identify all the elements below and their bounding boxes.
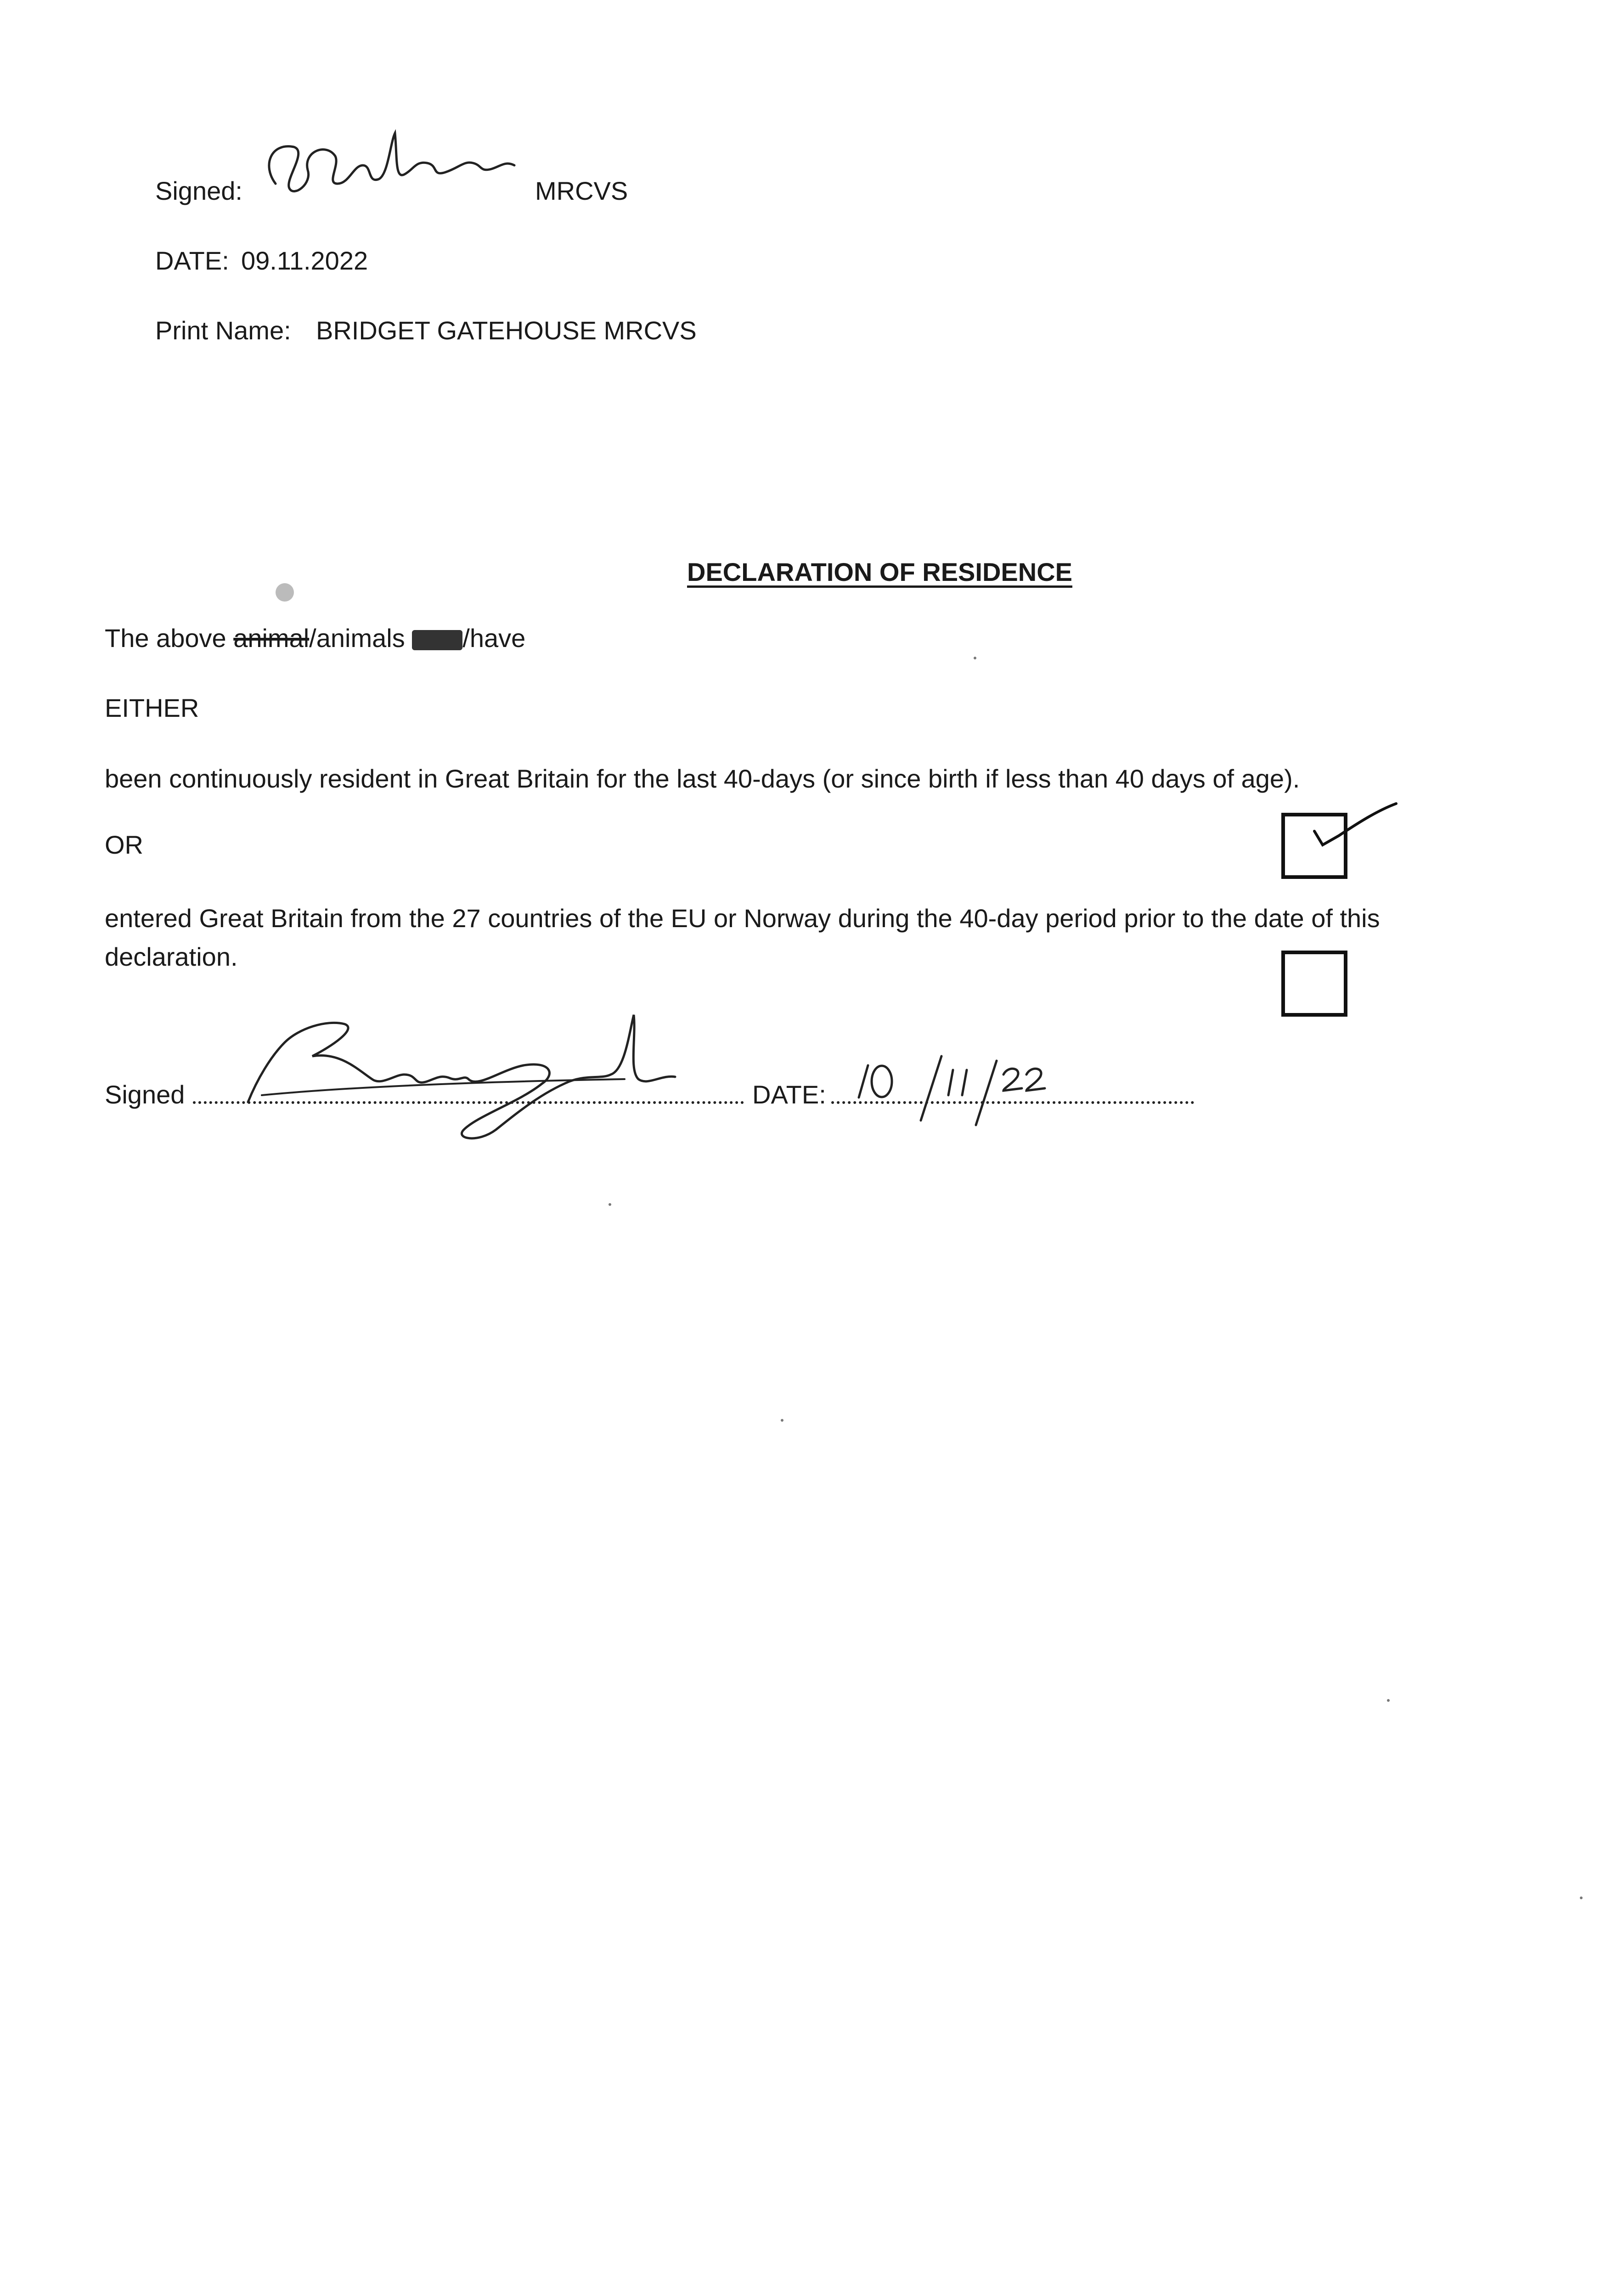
owner-signature bbox=[220, 1006, 707, 1153]
option2-line2: declaration. bbox=[105, 942, 238, 971]
or-label: OR bbox=[105, 830, 143, 859]
vet-date-label: DATE: bbox=[155, 246, 229, 275]
print-name-value: BRIDGET GATEHOUSE MRCVS bbox=[316, 316, 697, 345]
print-name-label: Print Name: bbox=[155, 316, 291, 345]
scan-speck bbox=[1580, 1896, 1583, 1899]
scan-speck bbox=[609, 1203, 611, 1206]
vet-mrcvs-label: MRCVS bbox=[535, 176, 628, 205]
owner-date-label: DATE: bbox=[752, 1080, 826, 1109]
scan-speck bbox=[1387, 1699, 1390, 1702]
scan-speck bbox=[781, 1419, 783, 1422]
owner-signed-label: Signed bbox=[105, 1080, 185, 1109]
checkmark-icon bbox=[1304, 799, 1414, 868]
intro-suffix: /have bbox=[462, 624, 526, 653]
scan-speck bbox=[974, 657, 976, 659]
vet-date-value: 09.11.2022 bbox=[241, 246, 368, 275]
option1-text: been continuously resident in Great Britain for the last 40-days (or since birth if less than 40 days of age). bbox=[105, 764, 1300, 793]
intro-prefix: The above bbox=[105, 624, 234, 653]
option2-checkbox[interactable] bbox=[1281, 951, 1347, 1017]
either-label: EITHER bbox=[105, 693, 199, 722]
option2-line1: entered Great Britain from the 27 countries of the EU or Norway during the 40-day period prior to the date of this bbox=[105, 904, 1380, 933]
intro-struck-word: animal bbox=[233, 624, 310, 653]
declaration-title: DECLARATION OF RESIDENCE bbox=[687, 557, 1072, 586]
scribbled-word bbox=[412, 630, 462, 650]
owner-date-handwritten bbox=[850, 1052, 1052, 1130]
scan-speck bbox=[276, 583, 294, 602]
vet-signature bbox=[257, 115, 551, 207]
vet-signed-label: Signed: bbox=[155, 176, 242, 205]
intro-middle: /animals bbox=[309, 624, 412, 653]
intro-line bbox=[105, 625, 525, 651]
